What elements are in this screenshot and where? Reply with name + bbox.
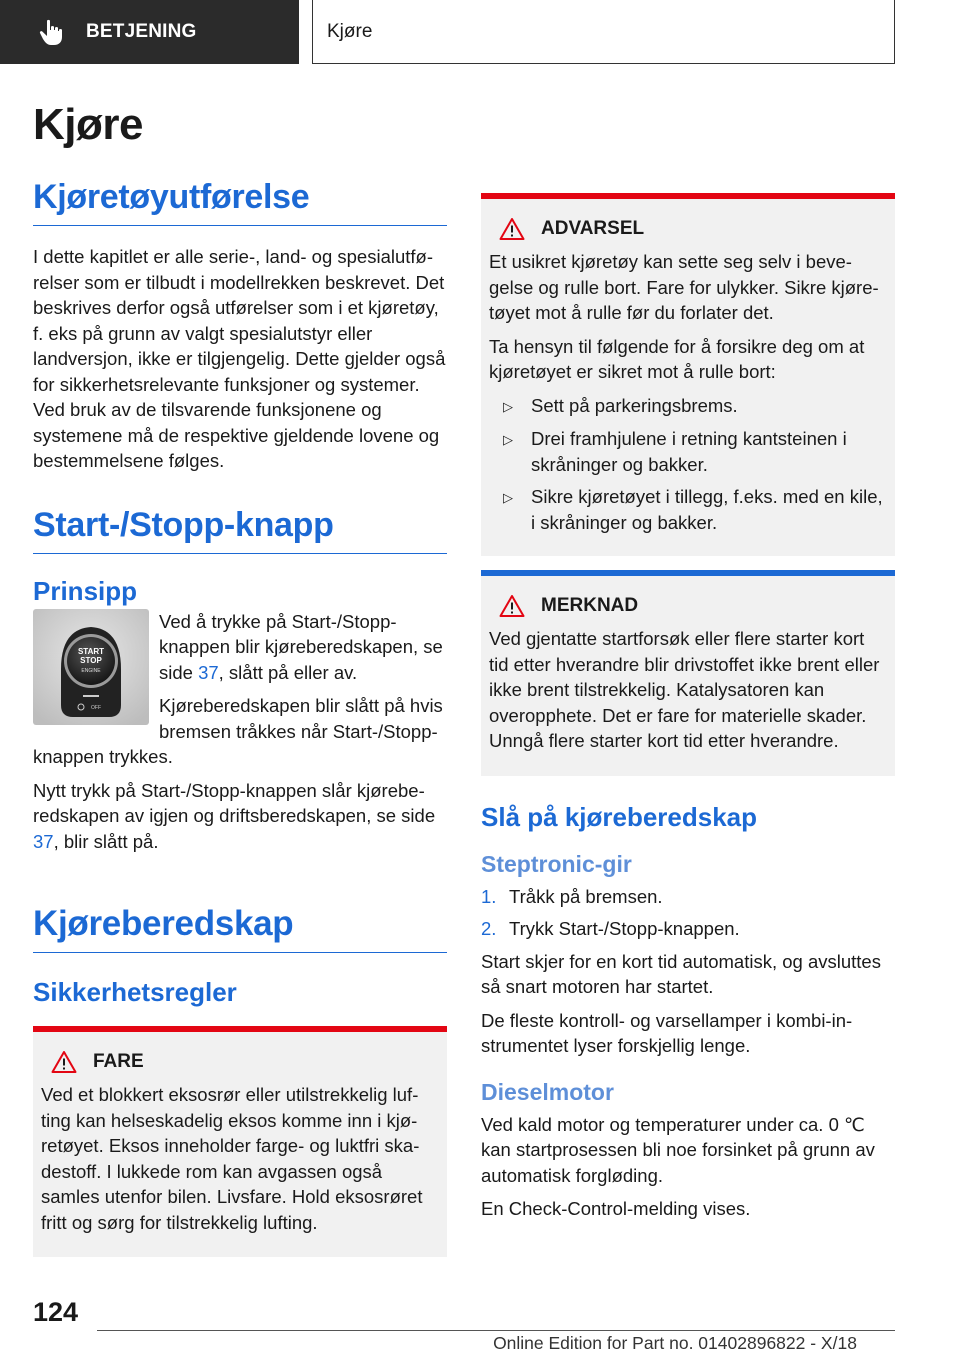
paragraph-lamps: De fleste kontroll- og varsellamper i kombi-instrumentet lyser forskjellig lenge.: [481, 1009, 853, 1056]
triangle-bullet-icon: ▷: [503, 490, 513, 505]
page-title: Kjøre: [33, 100, 143, 149]
button-label-off: OFF: [91, 704, 101, 711]
warning-box: [481, 193, 895, 556]
button-label-stop: STOP: [80, 655, 102, 665]
paragraph-diesel: Ved kald motor og temperaturer under ca. 0 ℃ kan startprosessen bli noe forsinket på grunn av automatisk forgløding.: [481, 1113, 875, 1186]
paragraph-start: Start skjer for en kort tid automatisk, og avsluttes så snart motoren har startet.: [481, 950, 881, 997]
heading-drive-readiness: Kjøreberedskap: [33, 904, 447, 953]
left-column: [33, 100, 447, 1257]
start-stop-button-image: [33, 609, 149, 725]
paragraph-principle-3: Nytt trykk på Start-/Stopp-knappen slår kjøreberedskapen av igjen og driftsberedskapen, se side 37, blir slått på.: [33, 779, 436, 852]
list-item: ▷ Drei framhjulene i retning kantsteinen i skråninger og bakker.: [489, 426, 887, 477]
warning-triangle-icon: [499, 594, 525, 618]
section-label: BETJENING: [86, 21, 197, 42]
heading-vehicle-version: Kjøretøyutførelse: [33, 178, 447, 226]
warning-text-2: Ta hensyn til følgende for å forsikre deg om at kjøretøyet er sikret mot å rulle bort:: [489, 335, 865, 382]
hand-pointer-icon: [38, 18, 66, 46]
steps-list: [481, 884, 895, 942]
list-item: ▷ Sett på parkeringsbrems.: [489, 393, 887, 420]
chapter-header: [312, 0, 895, 64]
heading-steptronic: Steptronic-gir: [481, 850, 632, 877]
page-reference-link[interactable]: 37: [198, 661, 219, 683]
chapter-label: Kjøre: [327, 20, 373, 42]
edition-text: Online Edition for Part no. 01402896822 - X/18: [493, 1333, 857, 1353]
danger-title: FARE: [93, 1051, 144, 1072]
page-reference-link[interactable]: 37: [33, 830, 54, 852]
warning-title: ADVARSEL: [541, 218, 645, 239]
heading-start-stop-button: Start-/Stopp-knapp: [33, 506, 447, 554]
principle-block: [33, 609, 447, 855]
notice-title: MERKNAD: [541, 595, 639, 616]
paragraph-principle-1: Ved å trykke på Start-/Stopp-knappen blir kjøreberedskapen, se side 37, slått på eller av.: [159, 610, 443, 683]
heading-principle: Prinsipp: [33, 575, 138, 606]
paragraph-principle-2: Kjøreberedskapen blir slått på hvis bremsen tråkkes når Start-/Stopp-knappen trykkes.: [33, 695, 443, 767]
heading-switch-on-readiness: Slå på kjøreberedskap: [481, 801, 758, 832]
warning-list: [489, 393, 887, 536]
button-label-engine: ENGINE: [81, 667, 101, 674]
paragraph-vehicle-version: I dette kapitlet er alle serie-, land- og spesialutførelser som er tilbudt i modellrekken beskrevet. Det beskrives derfor også utførelser som i et kjøretøy, f. eks på grunn av valgt spesialutstyr eller landversjon, ikke er tilgjengelig. Dette gjelder også for sikkerhetsrelevante funksjoner og systemer. Ved bruk av de tilsvarende funksjonene og systemene må de respektive gjeldende lovene og bestemmelsene følges.: [33, 246, 446, 471]
footer-divider: [97, 1330, 895, 1331]
danger-text: Ved et blokkert eksosrør eller utilstrekkelig lufting kan helseskadelig eksos komme inn i kjøretøyet. Eksos inneholder farge- og luktfri skadestoff. I lukkede rom kan avgassen også samles utenfor bilen. Livsfare. Hold eksosrøret fritt og sørg for tilstrekkelig lufting.: [41, 1084, 423, 1233]
triangle-bullet-icon: ▷: [503, 432, 513, 447]
right-column: [481, 193, 895, 1230]
heading-diesel-engine: Dieselmotor: [481, 1078, 614, 1105]
paragraph-check-control: En Check-Control-melding vises.: [481, 1198, 751, 1219]
notice-box: [481, 570, 895, 776]
page-number: 124: [33, 1297, 79, 1327]
triangle-bullet-icon: ▷: [503, 398, 513, 414]
warning-text-1: Et usikret kjøretøy kan sette seg selv i bevegelse og rulle bort. Fare for ulykker. Sikre kjøretøyet mot å rulle før du forlater det.: [489, 251, 879, 323]
section-tab: [0, 0, 299, 64]
list-item: ▷ Sikre kjøretøyet i tillegg, f.eks. med en kile, i skråninger og bakker.: [489, 484, 887, 535]
warning-triangle-icon: [499, 217, 525, 241]
button-label-start: START: [77, 646, 105, 656]
danger-box: [33, 1026, 447, 1257]
warning-triangle-icon: [51, 1050, 77, 1074]
heading-safety-rules: Sikkerhetsregler: [33, 977, 237, 1007]
list-item: 1. Tråkk på bremsen.: [481, 885, 663, 907]
notice-text: Ved gjentatte startforsøk eller flere starter kort tid etter hverandre blir drivstoffet ikke brent eller ikke brent tilstrekkelig. Katalysatoren kan overopphete. Det er fare for materielle skader. Unngå flere starter kort tid etter hverandre.: [489, 628, 880, 751]
list-item: 2. Trykk Start-/Stopp-knappen.: [481, 918, 740, 939]
